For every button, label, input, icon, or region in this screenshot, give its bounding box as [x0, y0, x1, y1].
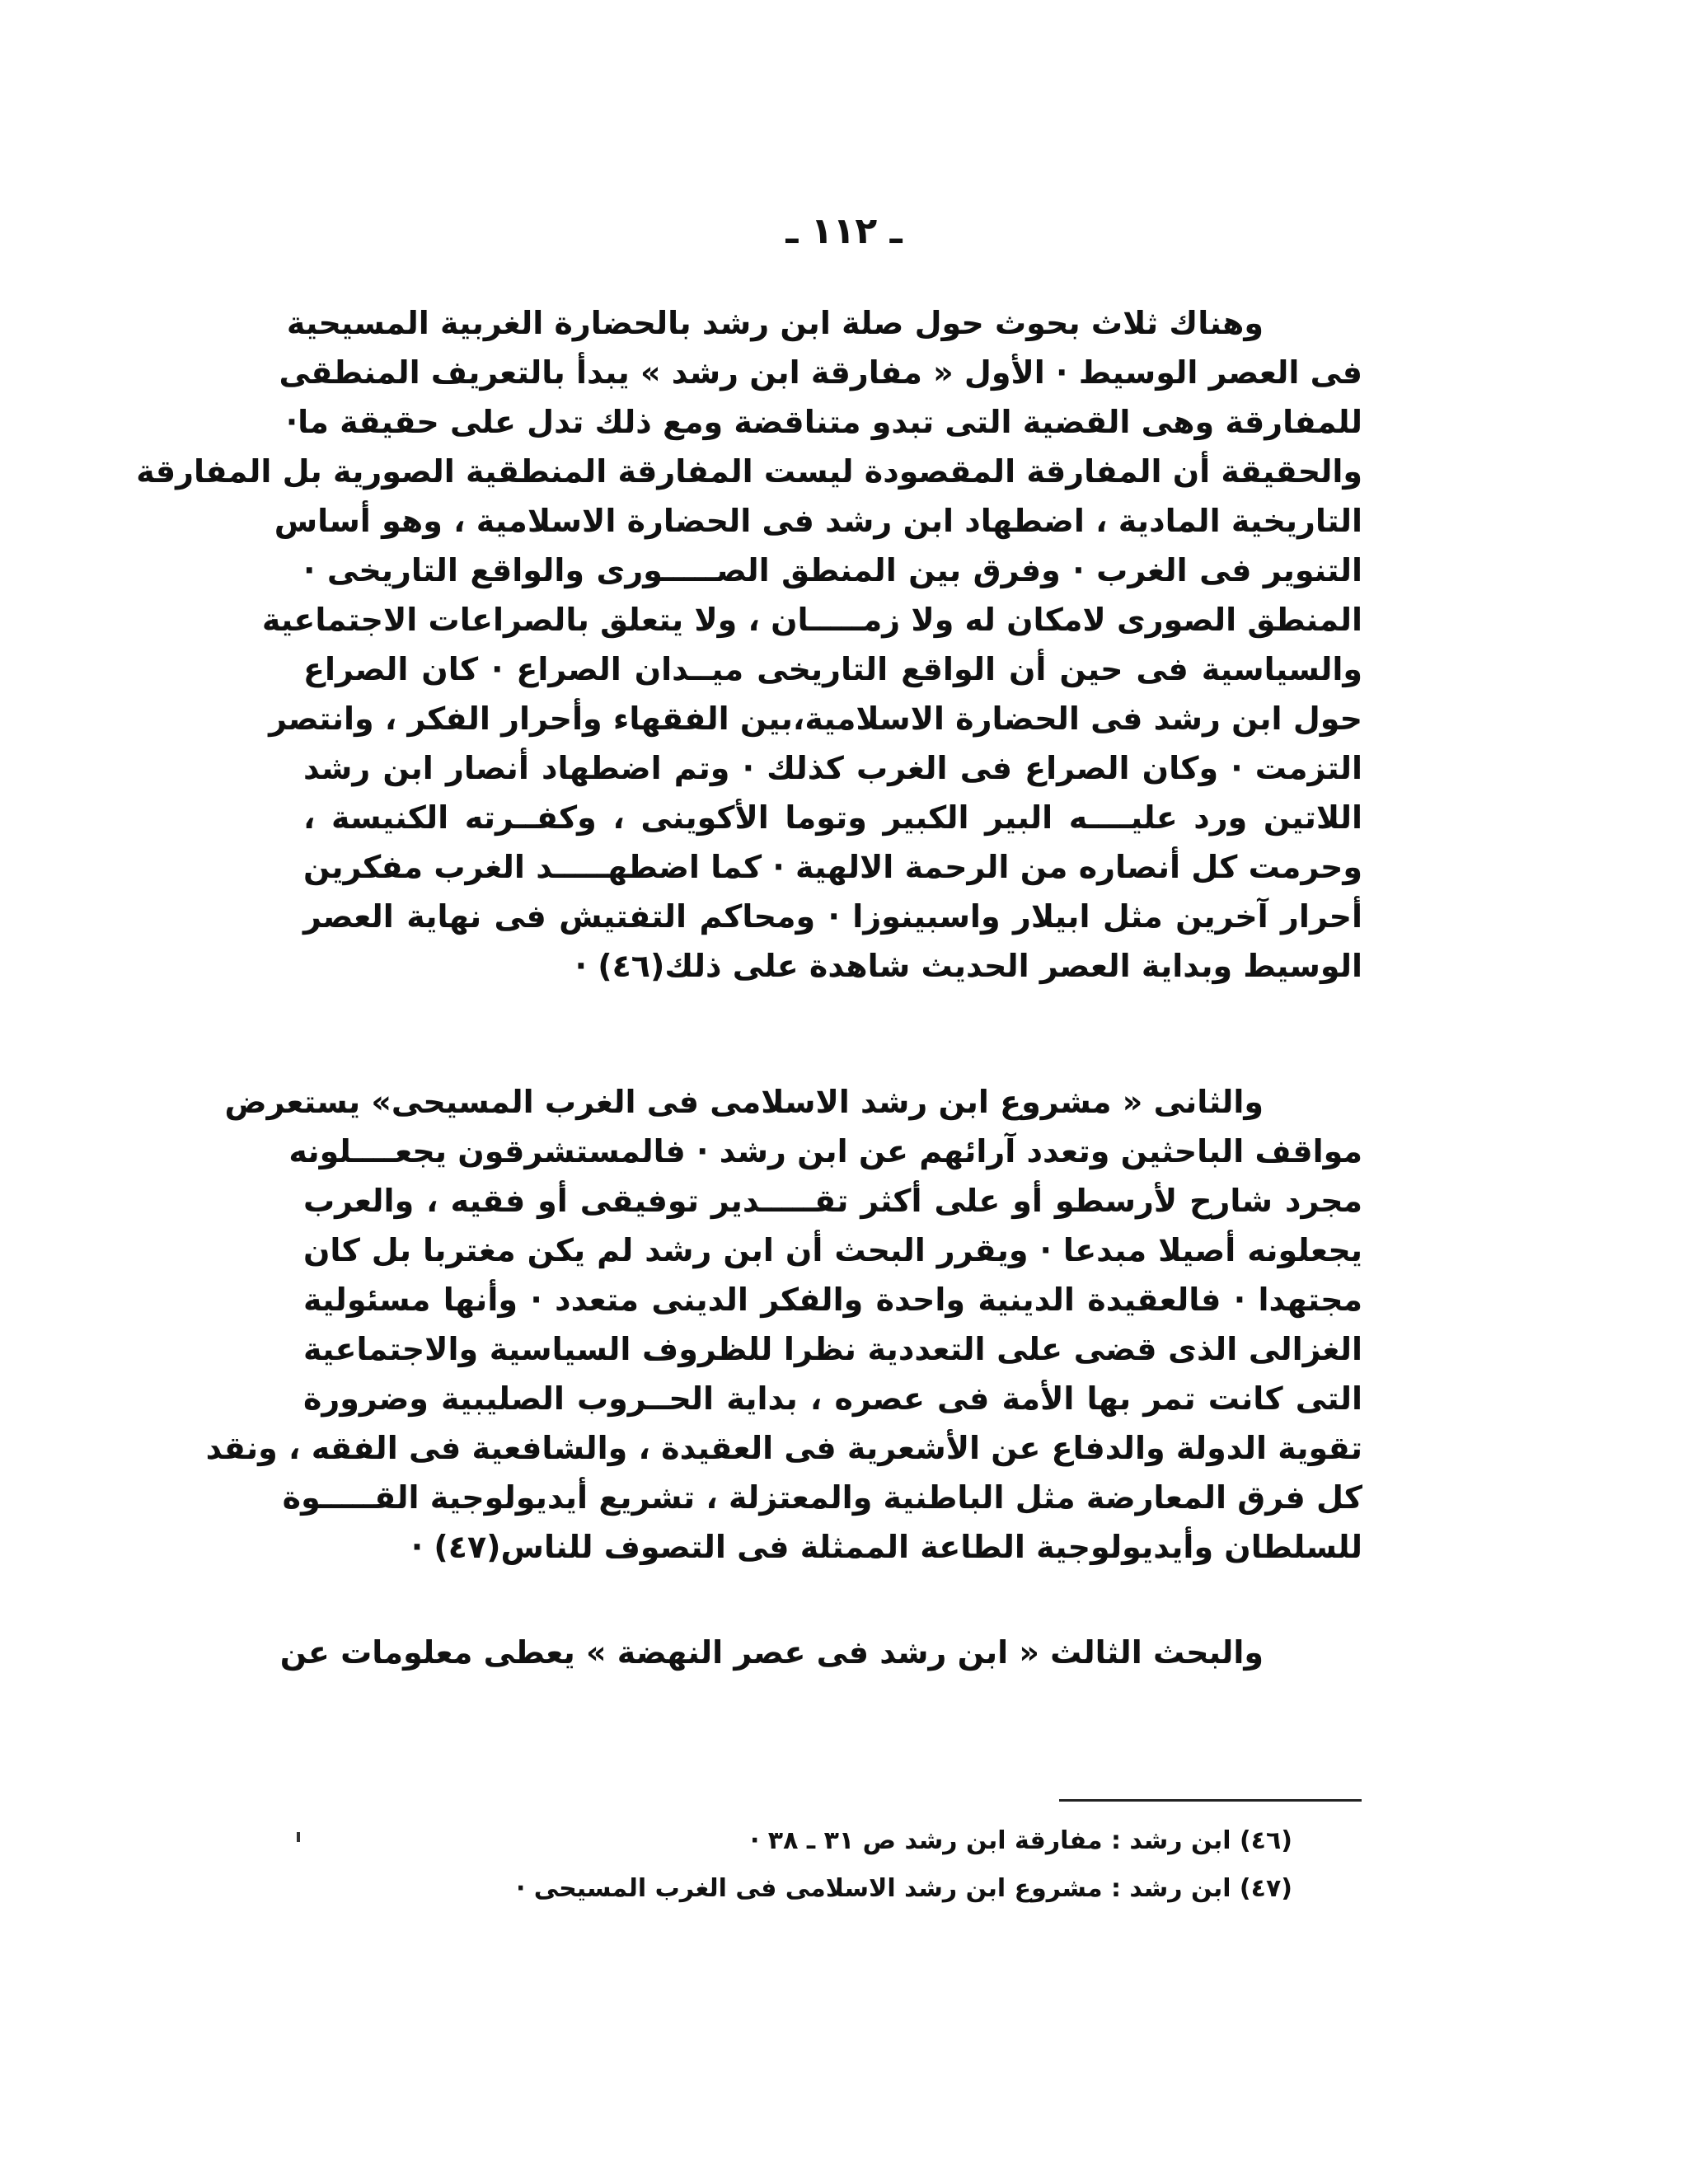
text-line: اللاتين ورد عليــــه البير الكبير وتوما الأكوينى ، وكفــرته الكنيسة ،	[303, 799, 1362, 836]
text-line: والبحث الثالث « ابن رشد فى عصر النهضة » يعطى معلومات عن	[279, 1634, 1264, 1671]
page-number: ـ ١١٢ ـ	[785, 210, 903, 252]
scan-speck	[297, 1832, 300, 1842]
text-line: وهناك ثلاث بحوث حول صلة ابن رشد بالحضارة الغربية المسيحية	[286, 305, 1264, 341]
text-line: الغزالى الذى قضى على التعددية نظرا للظروف السياسية والاجتماعية	[303, 1331, 1362, 1367]
text-line: تقوية الدولة والدفاع عن الأشعرية فى العقيدة ، والشافعية فى الفقه ، ونقد	[205, 1430, 1362, 1466]
text-line: التاريخية المادية ، اضطهاد ابن رشد فى الحضارة الاسلامية ، وهو أساس	[274, 503, 1362, 539]
text-line: للسلطان وأيديولوجية الطاعة الممثلة فى التصوف للناس(٤٧) ·	[410, 1529, 1362, 1565]
text-line: الوسيط وبداية العصر الحديث شاهدة على ذلك(٤٦) ·	[574, 948, 1362, 984]
text-line: أحرار آخرين مثل ابيلار واسبينوزا · ومحاكم التفتيش فى نهاية العصر	[303, 898, 1362, 935]
text-line: مجرد شارح لأرسطو أو على أكثر تقـــــدير توفيقى أو فقيه ، والعرب	[303, 1183, 1362, 1219]
footnote: (٤٦) ابن رشد : مفارقة ابن رشد ص ٣١ ـ ٣٨ ·	[749, 1826, 1292, 1855]
text-line: مواقف الباحثين وتعدد آرائهم عن ابن رشد · فالمستشرقون يجعــــلونه	[288, 1133, 1362, 1169]
text-line: والسياسية فى حين أن الواقع التاريخى ميــدان الصراع · كان الصراع	[303, 651, 1362, 687]
text-line: المنطق الصورى لامكان له ولا زمـــــان ، ولا يتعلق بالصراعات الاجتماعية	[261, 602, 1362, 638]
footnote-divider	[1059, 1799, 1362, 1802]
footnote: (٤٧) ابن رشد : مشروع ابن رشد الاسلامى فى الغرب المسيحى ·	[515, 1874, 1292, 1903]
text-line: والثانى « مشروع ابن رشد الاسلامى فى الغرب المسيحى» يستعرض	[224, 1084, 1264, 1120]
main-text	[136, 298, 1362, 1677]
text-line: فى العصر الوسيط · الأول « مفارقة ابن رشد » يبدأ بالتعريف المنطقى	[279, 354, 1362, 391]
text-line: كل فرق المعارضة مثل الباطنية والمعتزلة ، تشريع أيديولوجية القـــــوة	[282, 1479, 1362, 1516]
text-line: يجعلونه أصيلا مبدعا · ويقرر البحث أن ابن رشد لم يكن مغتربا بل كان	[303, 1232, 1362, 1268]
text-line: التنوير فى الغرب · وفرق بين المنطق الصـــــورى والواقع التاريخى ·	[303, 552, 1362, 588]
text-line: مجتهدا · فالعقيدة الدينية واحدة والفكر الدينى متعدد · وأنها مسئولية	[303, 1282, 1362, 1318]
footnotes	[303, 1817, 1292, 1913]
text-line: للمفارقة وهى القضية التى تبدو متناقضة ومع ذلك تدل على حقيقة ما·	[285, 404, 1362, 440]
text-line: والحقيقة أن المفارقة المقصودة ليست المفارقة المنطقية الصورية بل المفارقة	[136, 453, 1362, 490]
text-line: حول ابن رشد فى الحضارة الاسلامية،بين الفقهاء وأحرار الفكر ، وانتصر	[269, 701, 1362, 737]
text-line: التزمت · وكان الصراع فى الغرب كذلك · وتم اضطهاد أنصار ابن رشد	[303, 750, 1362, 786]
text-line: التى كانت تمر بها الأمة فى عصره ، بداية الحــروب الصليبية وضرورة	[303, 1380, 1362, 1417]
text-line: وحرمت كل أنصاره من الرحمة الالهية · كما اضطهـــــد الغرب مفكرين	[303, 849, 1362, 885]
